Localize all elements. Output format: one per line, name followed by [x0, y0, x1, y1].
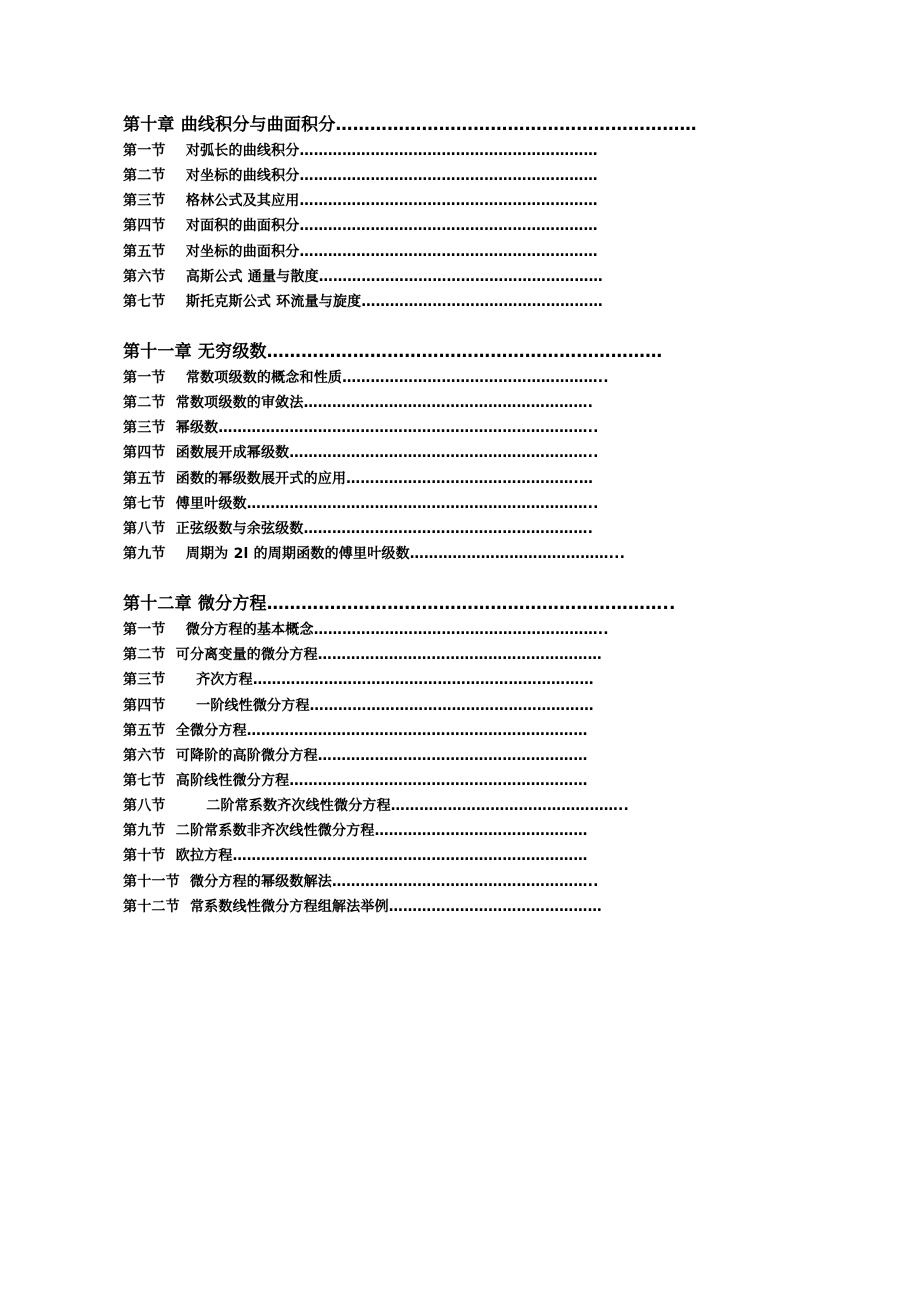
toc-section-entry [123, 214, 753, 239]
section-spacing [166, 471, 176, 487]
section-number: 第四节 [123, 445, 166, 462]
section-title: 对坐标的曲面积分……………………………………………………… [185, 243, 598, 260]
toc-section-entry [123, 240, 753, 265]
section-title: 可降阶的高阶微分方程………………………………………………… [175, 747, 588, 764]
section-spacing [166, 647, 176, 663]
section-title: 可分离变量的微分方程…………………………………………………… [175, 647, 602, 664]
section-number: 第十节 [123, 848, 166, 865]
toc-section-entry [123, 265, 753, 290]
section-spacing [166, 546, 186, 562]
toc-section-entry [123, 895, 753, 920]
section-number: 第三节 [123, 420, 166, 437]
toc-section-entry [123, 694, 753, 719]
section-spacing [166, 672, 196, 688]
chapter-block [123, 112, 753, 315]
toc-section-entry [123, 870, 753, 895]
section-title: 对坐标的曲线积分……………………………………………………… [185, 168, 598, 185]
toc-section-entry [123, 492, 753, 517]
section-title: 高斯公式 通量与散度…………………………………………………… [185, 268, 603, 285]
section-number: 第九节 [123, 823, 166, 840]
section-title: 欧拉方程………………………………………………………………… [175, 848, 588, 865]
toc-section-entry [123, 366, 753, 391]
section-title: 常系数线性微分方程组解法举例……………………………………… [189, 898, 602, 915]
section-title: 一阶线性微分方程…………………………………………………… [196, 697, 594, 714]
section-spacing [166, 848, 176, 864]
section-number: 第二节 [123, 168, 166, 185]
toc-section-entry [123, 844, 753, 869]
section-title: 函数的幂级数展开式的应用………………………………………….… [175, 470, 594, 487]
section-title: 幂级数…………………………………………………………………….. [175, 420, 599, 437]
section-title: 对面积的曲面积分……………………………………………………… [185, 218, 598, 235]
chapter-title: 第十章 曲线积分与曲面积分……………………………………………………… [123, 115, 697, 135]
table-of-contents [123, 112, 753, 944]
toc-section-entry [123, 618, 753, 643]
section-number: 第四节 [123, 218, 166, 235]
section-number: 第五节 [123, 722, 166, 739]
section-spacing [166, 168, 186, 184]
toc-section-entry [123, 416, 753, 441]
chapter-block [123, 339, 753, 567]
toc-section-entry [123, 744, 753, 769]
section-number: 第一节 [123, 143, 166, 159]
section-spacing [166, 773, 176, 789]
section-spacing [166, 294, 186, 310]
section-spacing [166, 420, 176, 436]
chapter-block [123, 591, 753, 920]
section-spacing [180, 899, 190, 915]
toc-section-entry [123, 189, 753, 214]
section-title: 斯托克斯公式 环流量与旋度…………………………………………… [185, 293, 603, 310]
toc-section-entry [123, 542, 753, 567]
section-title: 全微分方程……………………………………………………………… [175, 722, 588, 739]
section-title: 微分方程的幂级数解法……………………………………………….. [189, 873, 599, 890]
section-number: 第二节 [123, 647, 166, 664]
section-number: 第三节 [123, 672, 166, 689]
section-title: 齐次方程……………………………………………………………… [196, 672, 594, 689]
section-title: 傅里叶级数……………………………………………………………….. [175, 495, 599, 512]
section-spacing [166, 193, 186, 209]
section-spacing [166, 218, 186, 234]
section-title: 周期为 2l 的周期函数的傅里叶级数……………………………………... [185, 545, 626, 562]
section-spacing [166, 748, 176, 764]
section-number: 第五节 [123, 243, 166, 260]
toc-section-entry [123, 668, 753, 693]
section-title: 常数项级数的概念和性质……………………………………………….. [185, 369, 609, 386]
section-title: 二阶常系数非齐次线性微分方程……………………………………… [175, 823, 588, 840]
section-number: 第七节 [123, 772, 166, 789]
section-spacing [166, 798, 207, 814]
toc-section-entry [123, 467, 753, 492]
section-spacing [166, 370, 186, 386]
section-title: 正弦级数与余弦级数……………………………………………………. [175, 520, 594, 537]
section-title: 高阶线性微分方程……………………………………………………… [175, 772, 588, 789]
toc-section-entry [123, 164, 753, 189]
section-spacing [166, 521, 176, 537]
section-spacing [166, 269, 186, 285]
toc-section-entry [123, 139, 753, 164]
section-title: 微分方程的基本概念…………………………………………………….. [185, 622, 609, 639]
section-number: 第二节 [123, 395, 166, 412]
section-spacing [166, 143, 186, 159]
section-title: 常数项级数的审敛法……………………………………………………. [175, 395, 594, 412]
chapter-title: 第十一章 无穷级数…………………………………………………………… [123, 341, 663, 362]
section-spacing [166, 496, 176, 512]
section-spacing [166, 622, 186, 638]
toc-section-entry [123, 391, 753, 416]
toc-section-entry [123, 517, 753, 542]
toc-section-entry [123, 643, 753, 668]
section-number: 第八节 [123, 798, 166, 815]
section-spacing [166, 244, 186, 260]
section-number: 第七节 [123, 495, 166, 512]
section-number: 第七节 [123, 293, 166, 310]
section-number: 第六节 [123, 747, 166, 764]
section-number: 第三节 [123, 193, 166, 210]
section-number: 第六节 [123, 268, 166, 285]
toc-section-entry [123, 719, 753, 744]
section-spacing [166, 698, 196, 714]
toc-section-entry [123, 819, 753, 844]
toc-section-entry [123, 441, 753, 466]
toc-section-entry [123, 769, 753, 794]
section-title: 对弧长的曲线积分……………………………………………………… [185, 143, 598, 159]
section-number: 第一节 [123, 622, 166, 639]
section-spacing [166, 395, 176, 411]
chapter-title: 第十二章 微分方程…………………………………………………………….. [123, 594, 676, 615]
section-title: 函数展开成幂级数……………………………………………………….. [175, 445, 599, 462]
section-number: 第四节 [123, 697, 166, 714]
section-spacing [166, 445, 176, 461]
section-title: 二阶常系数齐次线性微分方程………………………………………….. [206, 798, 630, 815]
section-spacing [166, 823, 176, 839]
section-number: 第五节 [123, 470, 166, 487]
section-title: 格林公式及其应用……………………………………………………… [185, 193, 598, 210]
section-number: 第九节 [123, 545, 166, 562]
section-number: 第一节 [123, 369, 166, 386]
section-spacing [166, 723, 176, 739]
section-spacing [180, 874, 190, 890]
toc-section-entry [123, 794, 753, 819]
toc-section-entry [123, 290, 753, 315]
section-number: 第八节 [123, 520, 166, 537]
section-number: 第十一节 [123, 873, 180, 890]
section-number: 第十二节 [123, 898, 180, 915]
